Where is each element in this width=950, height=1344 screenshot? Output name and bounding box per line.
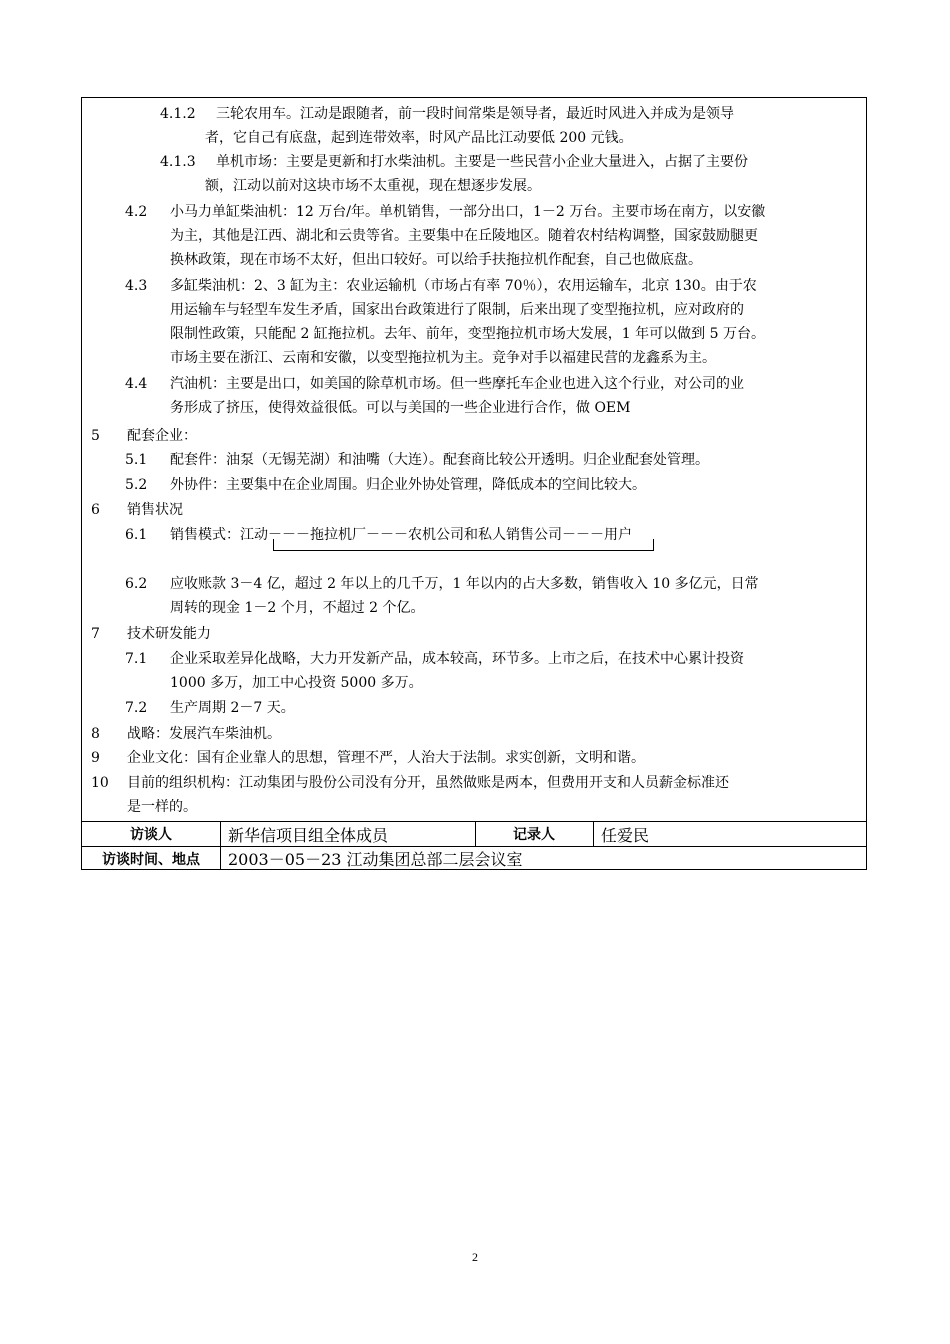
record-content bbox=[82, 98, 868, 821]
text-line: 单机市场：主要是更新和打水柴油机。主要是一些民营小企业大量进入，占据了主要份 bbox=[216, 154, 748, 170]
table-divider bbox=[593, 821, 594, 846]
text-line: 为主，其他是江西、湖北和云贵等省。主要集中在丘陵地区。随着农村结构调整，国家鼓励腿更 bbox=[170, 228, 758, 244]
section-number: 4.3 bbox=[125, 278, 148, 294]
time-place-label: 访谈时间、地点 bbox=[82, 846, 220, 870]
section-number: 4.2 bbox=[125, 204, 148, 220]
section-title: 技术研发能力 bbox=[127, 626, 211, 642]
section-number: 7.2 bbox=[125, 700, 148, 716]
text-line: 外协件：主要集中在企业周围。归企业外协处管理，降低成本的空间比较大。 bbox=[170, 477, 646, 493]
section-number: 5.2 bbox=[125, 477, 148, 493]
text-line: 1000 多万，加工中心投资 5000 多万。 bbox=[170, 675, 423, 691]
text-line: 战略：发展汽车柴油机。 bbox=[127, 726, 281, 742]
section-title: 销售状况 bbox=[127, 502, 183, 518]
text-line: 用运输车与轻型车发生矛盾，国家出台政策进行了限制，后来出现了变型拖拉机，应对政府的 bbox=[170, 302, 744, 318]
section-number: 6.2 bbox=[125, 576, 148, 592]
section-number: 7.1 bbox=[125, 651, 148, 667]
section-number: 10 bbox=[91, 775, 109, 791]
text-line: 务形成了挤压，使得效益很低。可以与美国的一些企业进行合作，做 OEM bbox=[170, 400, 631, 416]
section-title: 配套企业： bbox=[127, 428, 197, 444]
text-line: 周转的现金 1－2 个月，不超过 2 个亿。 bbox=[170, 600, 425, 616]
text-line: 小马力单缸柴油机：12 万台/年。单机销售，一部分出口，1－2 万台。主要市场在南方，以安徽 bbox=[170, 204, 766, 220]
section-number: 5 bbox=[91, 428, 100, 444]
interviewer-label: 访谈人 bbox=[82, 821, 220, 846]
section-number: 4.1.2 bbox=[160, 106, 196, 122]
text-line: 汽油机：主要是出口，如美国的除草机市场。但一些摩托车企业也进入这个行业，对公司的业 bbox=[170, 376, 744, 392]
interview-info-table bbox=[82, 821, 866, 870]
interviewer-value: 新华信项目组全体成员 bbox=[220, 821, 475, 846]
section-number: 5.1 bbox=[125, 452, 148, 468]
text-line: 目前的组织机构：江动集团与股份公司没有分开，虽然做账是两本，但费用开支和人员薪金标准还 bbox=[127, 775, 729, 791]
table-divider bbox=[220, 821, 221, 870]
text-line: 市场主要在浙江、云南和安徽，以变型拖拉机为主。竞争对手以福建民营的龙鑫系为主。 bbox=[170, 350, 716, 366]
text-line: 限制性政策，只能配 2 缸拖拉机。去年、前年，变型拖拉机市场大发展，1 年可以做到 5 万台。 bbox=[170, 326, 765, 342]
text-line: 企业文化：国有企业靠人的思想，管理不严，人治大于法制。求实创新，文明和谐。 bbox=[127, 750, 645, 766]
text-line: 者，它自己有底盘，起到连带效率，时风产品比江动要低 200 元钱。 bbox=[205, 130, 633, 146]
text-line: 额，江动以前对这块市场不太重视，现在想逐步发展。 bbox=[205, 178, 541, 194]
section-number: 7 bbox=[91, 626, 100, 642]
section-number: 4.4 bbox=[125, 376, 148, 392]
text-line: 多缸柴油机：2、3 缸为主：农业运输机（市场占有率 70％），农用运输车，北京 130。由于农 bbox=[170, 278, 757, 294]
recorder-label: 记录人 bbox=[475, 821, 593, 846]
text-line: 应收账款 3－4 亿，超过 2 年以上的几千万，1 年以内的占大多数，销售收入 10 多亿元，日常 bbox=[170, 576, 759, 592]
section-number: 6 bbox=[91, 502, 100, 518]
section-number: 8 bbox=[91, 726, 100, 742]
text-line: 三轮农用车。江动是跟随者，前一段时间常柴是领导者，最近时风进入并成为是领导 bbox=[216, 106, 734, 122]
text-line: 企业采取差异化战略，大力开发新产品，成本较高，环节多。上市之后，在技术中心累计投资 bbox=[170, 651, 744, 667]
page-number: 2 bbox=[472, 1250, 478, 1264]
text-line: 生产周期 2－7 天。 bbox=[170, 700, 295, 716]
section-number: 6.1 bbox=[125, 527, 148, 543]
table-divider bbox=[475, 821, 476, 846]
section-number: 4.1.3 bbox=[160, 154, 196, 170]
text-line: 换林政策，现在市场不太好，但出口较好。可以给手扶拖拉机作配套，自己也做底盘。 bbox=[170, 252, 702, 268]
text-line: 配套件：油泵（无锡芜湖）和油嘴（大连）。配套商比较公开透明。归企业配套处管理。 bbox=[170, 452, 709, 468]
text-line: 是一样的。 bbox=[127, 799, 197, 815]
text-line: 销售模式：江动－－－拖拉机厂－－－农机公司和私人销售公司－－－用户 bbox=[170, 527, 632, 543]
interview-record-frame bbox=[81, 97, 867, 870]
section-number: 9 bbox=[91, 750, 100, 766]
recorder-value: 任爱民 bbox=[593, 821, 866, 846]
sales-channel-bracket bbox=[273, 539, 654, 551]
time-place-value: 2003－05－23 江动集团总部二层会议室 bbox=[220, 846, 866, 870]
